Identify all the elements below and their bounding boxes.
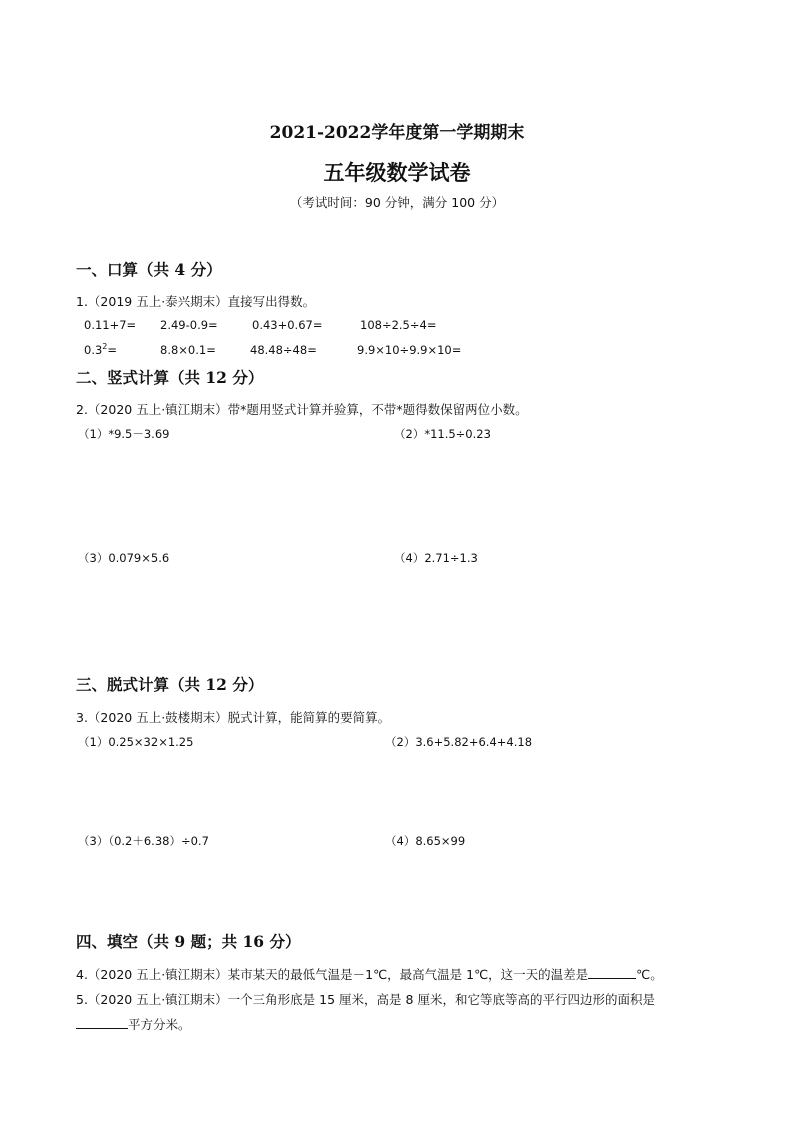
problem-3-4: （4）8.65×99 — [385, 834, 466, 848]
section-4-heading: 四、填空（共 9 题；共 16 分） — [76, 932, 301, 951]
question-3-text: 3.（2020 五上·鼓楼期末）脱式计算，能简算的要简算。 — [76, 710, 391, 725]
answer-blank[interactable] — [76, 1016, 128, 1029]
exam-time-note: （考试时间：90 分钟，满分 100 分） — [289, 195, 505, 210]
problem-2-2: （2）*11.5÷0.23 — [394, 427, 491, 441]
problem-3-2: （2）3.6+5.82+6.4+4.18 — [385, 735, 533, 749]
section-1-heading: 一、口算（共 4 分） — [76, 260, 222, 279]
question-4: 4.（2020 五上·镇江期末）某市某天的最低气温是－1℃，最高气温是 1℃，这一天的温差是 ℃。 — [76, 967, 663, 982]
section-2-heading: 二、竖式计算（共 12 分） — [76, 368, 264, 387]
problem-2-4: （4）2.71÷1.3 — [394, 551, 478, 565]
oral-item: 9.9×10÷9.9×10= — [357, 343, 462, 357]
exam-subtitle: 五年级数学试卷 — [323, 160, 471, 185]
problem-2-3: （3）0.079×5.6 — [78, 551, 170, 565]
oral-item: 0.11+7= — [84, 318, 137, 332]
oral-item: 48.48÷48= — [250, 343, 317, 357]
problem-2-1: （1）*9.5－3.69 — [78, 427, 170, 441]
question-5-line2: 平方分米。 — [76, 1015, 191, 1033]
section-3-heading: 三、脱式计算（共 12 分） — [76, 675, 264, 694]
problem-3-1: （1）0.25×32×1.25 — [78, 735, 194, 749]
exam-title: 2021-2022学年度第一学期期末 — [269, 123, 525, 143]
answer-blank[interactable] — [588, 966, 636, 979]
oral-item: 2.49-0.9= — [160, 318, 218, 332]
oral-item: 8.8×0.1= — [160, 343, 216, 357]
oral-item-square: $0.3^2=$ — [84, 342, 118, 357]
question-1-text: 1.（2019 五上·泰兴期末）直接写出得数。 — [76, 294, 316, 309]
problem-3-3: （3）（0.2＋6.38）÷0.7 — [78, 834, 209, 848]
question-2-text: 2.（2020 五上·镇江期末）带*题用竖式计算并验算，不带*题得数保留两位小数。 — [76, 402, 528, 417]
oral-item: 0.43+0.67= — [252, 318, 323, 332]
oral-item: 108÷2.5÷4= — [360, 318, 437, 332]
question-5-line1: 5.（2020 五上·镇江期末）一个三角形底是 15 厘米，高是 8 厘米，和它等底等高的平行四边形的面积是 — [76, 992, 655, 1007]
